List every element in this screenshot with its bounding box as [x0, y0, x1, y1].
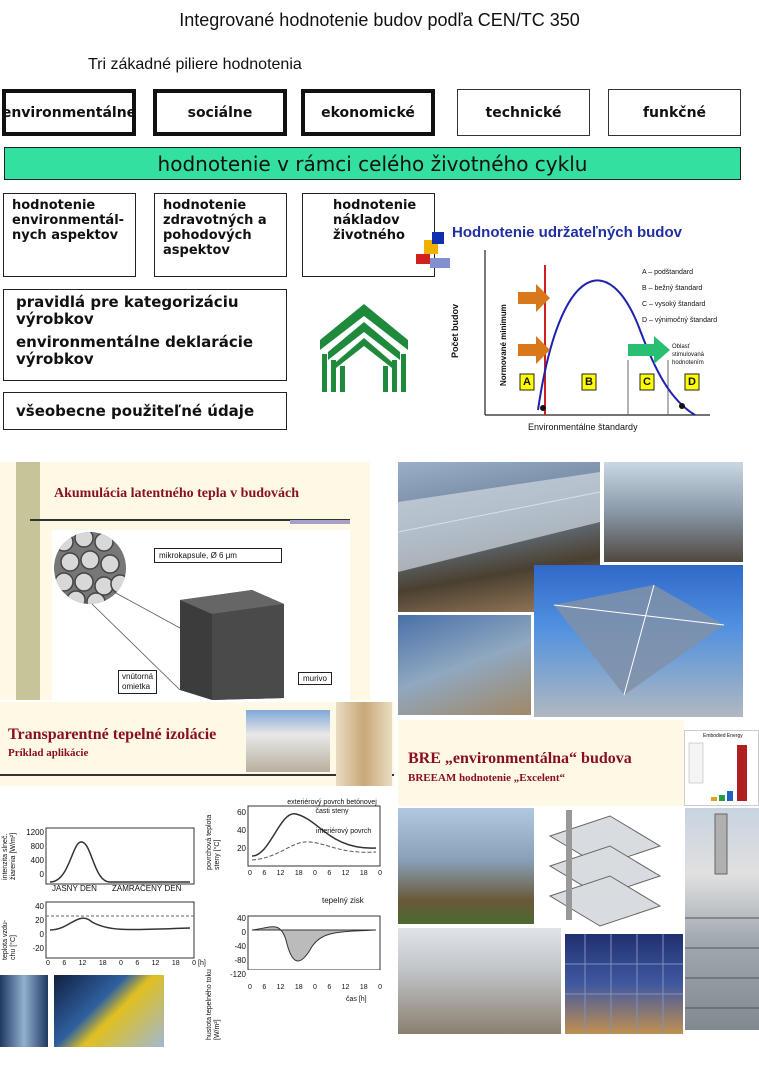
- sustain-xlabel: Environmentálne štandardy: [528, 422, 638, 432]
- g2-tick-2: 0: [39, 930, 44, 939]
- pillar-social: sociálne: [153, 89, 287, 136]
- g1-tick-3: 0: [39, 870, 44, 879]
- g1-tick-2: 400: [30, 856, 44, 865]
- x-tick: 18: [294, 870, 303, 877]
- atrium-photo-2: [604, 462, 743, 562]
- g4-ticks: [226, 912, 246, 982]
- x-tick: 12: [341, 870, 350, 877]
- arrow-label-1: Oblasť: [672, 344, 690, 350]
- g2-xticks: [46, 960, 196, 967]
- rules-line-3: environmentálne deklarácie: [16, 333, 254, 351]
- arrow-label-2: stimulovaná: [672, 352, 705, 358]
- legend-b: B – bežný štandard: [642, 285, 703, 292]
- general-data-box: všeobecne použiteľné údaje: [3, 392, 287, 430]
- embodied-energy-chart: [684, 730, 759, 806]
- g3-ticks: [228, 804, 246, 858]
- lifecycle-bar: hodnotenie v rámci celého životného cyklu: [4, 147, 741, 180]
- energy-chart-title: Embodied Energy: [703, 733, 743, 739]
- x-tick: 18: [171, 960, 180, 967]
- assessment-health: hodnotenie zdravotných a pohodových aspektov: [154, 193, 287, 277]
- x-tick: 0: [313, 984, 317, 991]
- pillar-economic: ekonomické: [301, 89, 435, 136]
- x-tick: 0: [46, 960, 50, 967]
- x-tick: 6: [135, 960, 140, 967]
- g2-ticks: [26, 900, 44, 956]
- transparent-subtitle: Príklad aplikácie: [8, 747, 89, 759]
- g1-tick-0: 1200: [26, 828, 44, 837]
- sustain-legend: [642, 265, 717, 329]
- x-tick: 6: [262, 870, 267, 877]
- x-tick: 0: [119, 960, 123, 967]
- masonry-label: murivo: [298, 672, 332, 685]
- inner-plaster-label: [118, 670, 157, 694]
- sunny-day-label: JASNÝ DEŇ: [52, 884, 97, 893]
- arrow-label-3: hodnotením: [672, 360, 704, 366]
- x-tick: 18: [294, 984, 303, 991]
- bre-interior-photo: [398, 928, 561, 1034]
- divider: [0, 774, 394, 776]
- bre-subtitle: BREEAM hodnotenie „Excelent“: [408, 772, 566, 784]
- g4-tick-0: 40: [237, 914, 246, 923]
- x-tick: 6: [262, 984, 267, 991]
- zone-c: C: [643, 376, 651, 388]
- legend-a: A – podštandard: [642, 269, 693, 276]
- green-building-logo: [318, 300, 410, 395]
- rules-line-1: pravidlá pre kategorizáciu: [16, 293, 239, 311]
- microcapsule-label: mikrokapsule, Ø 6 μm: [154, 548, 282, 563]
- thermal-graphs: [0, 790, 394, 970]
- g1-tick-1: 800: [30, 842, 44, 851]
- window-photo: [0, 975, 48, 1047]
- x-tick: 12: [78, 960, 87, 967]
- x-tick: 0: [192, 960, 196, 967]
- pillar-environmental: environmentálne: [2, 89, 136, 136]
- x-tick: 12: [341, 984, 350, 991]
- zone-d: D: [688, 376, 696, 388]
- g3-tick-2: 20: [237, 844, 246, 853]
- g3-tick-0: 60: [237, 808, 246, 817]
- x-tick: 18: [359, 984, 368, 991]
- x-tick: 12: [276, 984, 285, 991]
- insulation-detail-photo: [54, 975, 164, 1047]
- g4-gain-label: tepelný zisk: [322, 896, 364, 905]
- transparent-title: Transparentné tepelné izolácie: [8, 726, 217, 743]
- x-tick: 18: [359, 870, 368, 877]
- sustain-min-label: Normované minimum: [499, 304, 508, 386]
- rules-line-4: výrobkov: [16, 350, 94, 368]
- g4-tick-3: -80: [234, 956, 246, 965]
- g3-tick-1: 40: [237, 826, 246, 835]
- g2-xunit: [h]: [198, 960, 206, 967]
- inner-plaster-1: vnútorná: [122, 672, 154, 681]
- bre-building-photo: [398, 808, 534, 924]
- facade-detail-photo: [336, 702, 392, 786]
- g2-tick-0: 40: [35, 902, 44, 911]
- x-tick: 6: [327, 870, 332, 877]
- g4-xunit: čas [h]: [346, 996, 367, 1003]
- transparent-insulation-panel: [0, 702, 394, 786]
- g4-tick-4: -120: [229, 970, 246, 979]
- panel-strip: [16, 462, 40, 700]
- g1-ticks: [24, 826, 44, 882]
- sustain-ylabel: Počet budov: [450, 303, 460, 358]
- page-subtitle: Tri zákadné piliere hodnotenia: [88, 56, 302, 73]
- zone-a: A: [523, 376, 531, 388]
- bre-title: BRE „environmentálna“ budova: [408, 750, 632, 767]
- building-photo: [246, 710, 330, 772]
- bre-floor-diagram: [540, 806, 682, 930]
- divider-accent: [290, 520, 350, 524]
- x-tick: 6: [62, 960, 67, 967]
- g1-ylabel: intenzita slneč. žiarenia [W/m²]: [2, 832, 17, 880]
- latent-heat-panel: [0, 462, 370, 700]
- bre-pv-facade-photo: [565, 934, 683, 1034]
- x-tick: 0: [313, 870, 317, 877]
- x-tick: 0: [378, 984, 382, 991]
- bre-tower-photo: [685, 808, 759, 1030]
- pillar-functional: funkčné: [608, 89, 741, 136]
- x-tick: 0: [248, 870, 252, 877]
- assessment-costs: hodnotenie nákladov životného: [302, 193, 435, 277]
- latent-title: Akumulácia latentného tepla v budovách: [54, 486, 300, 501]
- rules-box: [3, 289, 287, 381]
- x-tick: 0: [248, 984, 252, 991]
- g3-ext-label: exteriérový povrch betónovej časti steny: [287, 799, 377, 815]
- sustain-chart-title: Hodnotenie udržateľných budov: [452, 224, 682, 241]
- g4-xticks: [248, 984, 382, 991]
- g3-ylabel: povrchová teplota steny [°C]: [206, 814, 221, 870]
- inner-plaster-2: omietka: [122, 682, 151, 691]
- x-tick: 12: [151, 960, 160, 967]
- x-tick: 6: [327, 984, 332, 991]
- legend-c: C – vysoký štandard: [642, 301, 706, 308]
- g2-tick-1: 20: [35, 916, 44, 925]
- pillar-technical: technické: [457, 89, 590, 136]
- x-tick: 18: [98, 960, 107, 967]
- g3-xticks: [248, 870, 382, 877]
- g4-tick-1: 0: [241, 928, 246, 937]
- g4-tick-2: -40: [234, 942, 246, 951]
- page-title: Integrované hodnotenie budov podľa CEN/TC 350: [179, 10, 580, 30]
- zone-b: B: [585, 376, 593, 388]
- x-tick: 0: [378, 870, 382, 877]
- tensile-roof-photo: [534, 565, 743, 717]
- atrium-photo-3: [398, 615, 531, 715]
- rules-line-2: výrobkov: [16, 310, 94, 328]
- stimulated-area-label: [672, 343, 704, 367]
- sustainability-chart: [410, 220, 759, 445]
- legend-d: D – výnimočný štandard: [642, 317, 718, 324]
- cloudy-day-label: ZAMRAČENÝ DEŇ: [112, 884, 182, 893]
- g4-ylabel: hustota tepelného toku [W/m²]: [206, 969, 221, 1040]
- g3-int-label: interiérový povrch: [316, 828, 372, 835]
- g2-ylabel: teplota vzdu- chu [°C]: [2, 919, 17, 960]
- assessment-environmental: hodnotenie environmentál- nych aspektov: [3, 193, 136, 277]
- x-tick: 12: [276, 870, 285, 877]
- g2-tick-3: -20: [32, 944, 44, 953]
- bre-panel: [398, 720, 684, 806]
